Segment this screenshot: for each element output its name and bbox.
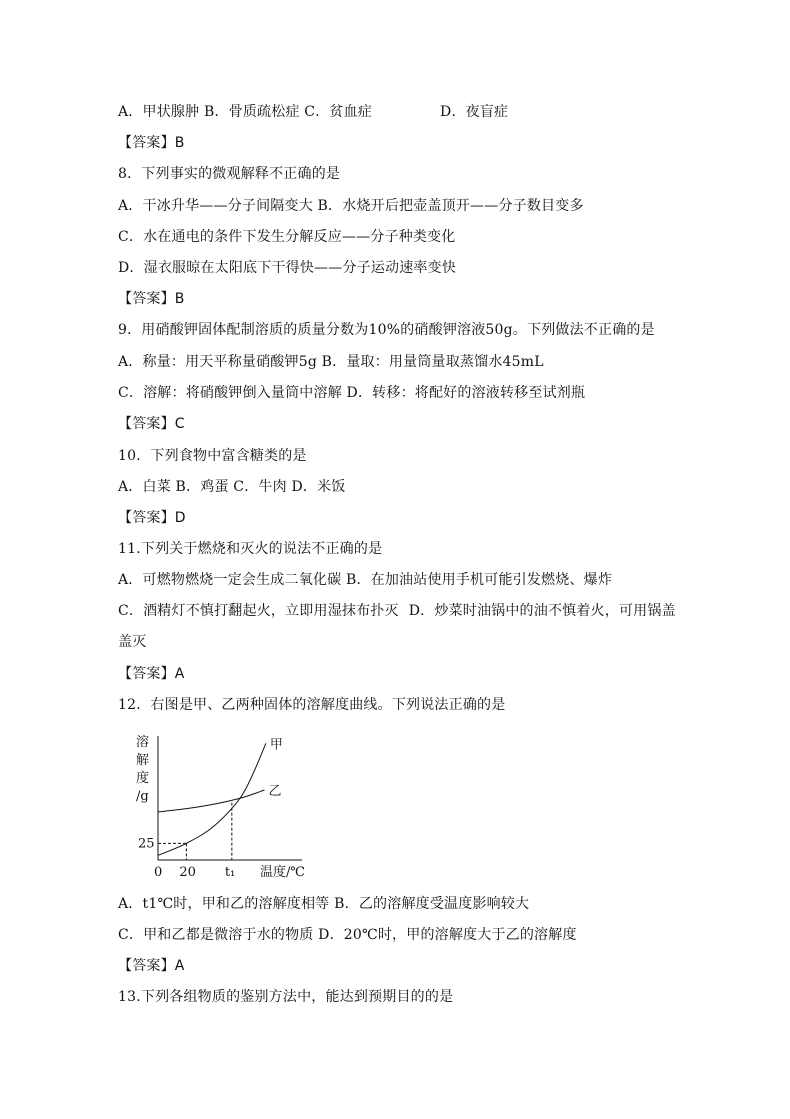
q11-answer: 【答案】A [118, 666, 185, 682]
x-axis-label: 温度/℃ [260, 865, 305, 880]
q8-option-d: D．湿衣服晾在太阳底下干得快——分子运动速率变快 [118, 260, 457, 276]
x-tick-label: t₁ [224, 865, 236, 880]
x-tick-label: 20 [179, 865, 196, 880]
solubility-chart [136, 732, 310, 880]
q12-answer: 【答案】A [118, 958, 185, 974]
q11-options-ab: A．可燃物燃烧一定会生成二氧化碳 B．在加油站使用手机可能引发燃烧、爆炸 [118, 572, 613, 588]
q10-answer: 【答案】D [118, 510, 186, 526]
series-label-1: 甲 [269, 737, 283, 753]
y-axis-label-char: 解 [136, 753, 150, 768]
chart-marks [158, 743, 266, 860]
q10-options: A．白菜 B．鸡蛋 C．牛肉 D．米饭 [118, 479, 346, 495]
q7-answer: 【答案】B [118, 135, 185, 151]
q8-option-c: C．水在通电的条件下发生分解反应——分子种类变化 [118, 229, 456, 245]
q11-stem: 11.下列关于燃烧和灭火的说法不正确的是 [118, 541, 383, 557]
series-label-2: 乙 [268, 784, 282, 799]
chart-labels [136, 734, 305, 880]
y-axis-label-char: 溶 [136, 735, 150, 750]
q8-stem: 8．下列事实的微观解释不正确的是 [118, 166, 341, 182]
q12-options-ab: A．t1℃时，甲和乙的溶解度相等 B．乙的溶解度受温度影响较大 [118, 896, 530, 912]
q11-option-d: D．炒菜时油锅中的油不慎着火，可用锅盖 [408, 603, 676, 619]
q11-option-d-cont: 盖灭 [118, 634, 147, 650]
x-tick-label: 0 [154, 865, 163, 880]
q7-option-d: D．夜盲症 [440, 104, 509, 120]
y-axis-label-char: /g [136, 789, 149, 804]
q11-options-cd [118, 601, 676, 621]
q12-stem: 12．右图是甲、乙两种固体的溶解度曲线。下列说法正确的是 [118, 697, 506, 713]
q7-options-abc: A．甲状腺肿 B．骨质疏松症 C．贫血症 [118, 104, 373, 120]
q8-options-ab: A．干冰升华——分子间隔变大 B．水烧开后把壶盖顶开——分子数目变多 [118, 198, 584, 214]
y-axis-label-char: 度 [136, 771, 150, 786]
y-tick-label: 25 [138, 836, 155, 852]
series-curve-2 [158, 790, 265, 812]
q9-options-ab: A．称量：用天平称量硝酸钾5g B．量取：用量筒量取蒸馏水45mL [118, 354, 544, 370]
series-curve-1 [158, 743, 266, 855]
q9-options-cd: C．溶解：将硝酸钾倒入量筒中溶解 D．转移：将配好的溶液转移至试剂瓶 [118, 385, 586, 401]
q11-option-c: C．酒精灯不慎打翻起火，立即用湿抹布扑灭 [118, 603, 399, 619]
q8-answer: 【答案】B [118, 291, 185, 307]
q13-stem: 13.下列各组物质的鉴别方法中，能达到预期目的的是 [118, 989, 454, 1005]
q10-stem: 10．下列食物中富含糖类的是 [118, 448, 307, 464]
q12-options-cd: C．甲和乙都是微溶于水的物质 D．20℃时，甲的溶解度大于乙的溶解度 [118, 927, 577, 943]
q9-stem: 9．用硝酸钾固体配制溶质的质量分数为10%的硝酸钾溶液50g。下列做法不正确的是 [118, 322, 655, 338]
q9-answer: 【答案】C [118, 416, 185, 432]
q7-options [118, 102, 508, 122]
